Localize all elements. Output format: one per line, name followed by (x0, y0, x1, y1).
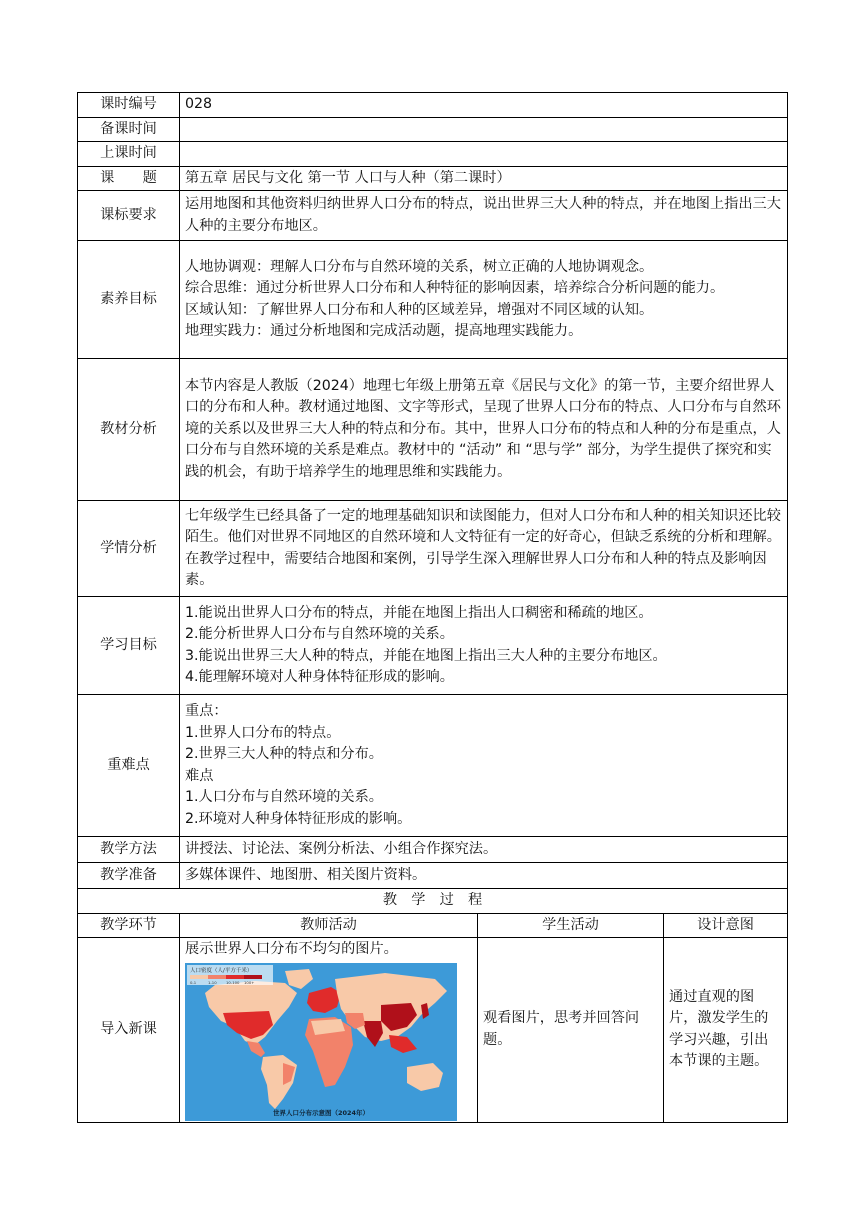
row-topic (78, 166, 788, 191)
label-literacy: 素养目标 (78, 241, 180, 359)
row-process-title (78, 889, 788, 914)
row-class-time (78, 142, 788, 167)
literacy-line: 地理实践力：通过分析地图和完成活动题，提高地理实践能力。 (185, 323, 583, 339)
value-standard: 运用地图和其他资料归纳世界人口分布的特点，说出世界三大人种的特点，并在地图上指出三大人种的主要分布地区。 (180, 191, 788, 241)
legend-tick-4: 100+ (244, 979, 255, 985)
legend-tick-1: 0-1 (190, 979, 197, 985)
row-textbook (78, 359, 788, 501)
process-row-intro (78, 938, 788, 1123)
header-stage: 教学环节 (78, 913, 180, 938)
world-population-map (185, 961, 472, 1121)
legend-swatch-3 (226, 975, 244, 979)
label-students: 学情分析 (78, 501, 180, 597)
row-students (78, 501, 788, 597)
label-methods: 教学方法 (78, 837, 180, 863)
row-objectives (78, 597, 788, 695)
legend-tick-2: 1-10 (208, 979, 217, 985)
label-topic: 课 题 (78, 166, 180, 191)
value-topic: 第五章 居民与文化 第一节 人口与人种（第二课时） (180, 166, 788, 191)
objective-line: 1.能说出世界人口分布的特点，并能在地图上指出人口稠密和稀疏的地区。 (185, 604, 653, 621)
legend-swatch-2 (208, 975, 226, 979)
header-intent: 设计意图 (664, 913, 788, 938)
label-lesson-no: 课时编号 (78, 93, 180, 118)
key-point-line: 难点 (185, 767, 214, 784)
objective-line: 3.能说出世界三大人种的特点，并能在地图上指出三大人种的主要分布地区。 (185, 647, 667, 664)
value-methods: 讲授法、讨论法、案例分析法、小组合作探究法。 (180, 837, 788, 863)
row-prep (78, 863, 788, 889)
key-point-line: 2.环境对人种身体特征形成的影响。 (185, 810, 412, 827)
label-class-time: 上课时间 (78, 142, 180, 167)
teacher-activity-text: 展示世界人口分布不均匀的图片。 (185, 941, 398, 957)
legend-tick-3: 10-100 (226, 979, 240, 985)
literacy-line: 区域认知：了解世界人口分布和人种的区域差异，增强对不同区域的认知。 (185, 301, 654, 318)
legend-title: 人口密度（人/平方千米） (190, 967, 253, 974)
objective-line: 4.能理解环境对人种身体特征形成的影响。 (185, 669, 454, 685)
label-objectives: 学习目标 (78, 597, 180, 695)
header-student: 学生活动 (478, 913, 664, 938)
value-students: 七年级学生已经具备了一定的地理基础知识和读图能力，但对人口分布和人种的相关知识还比较陌生。他们对世界不同地区的自然环境和人文特征有一定的好奇心，但缺乏系统的分析和理解。在教学过程中，需要结合地图和案例，引导学生深入理解世界人口分布和人种的特点及影响因素。 (180, 501, 788, 597)
row-standard (78, 191, 788, 241)
legend-swatch-4 (244, 975, 262, 979)
key-point-line: 重点： (185, 703, 228, 719)
label-prep-time: 备课时间 (78, 117, 180, 142)
label-textbook: 教材分析 (78, 359, 180, 501)
value-key-points (180, 695, 788, 837)
population-map-figure (185, 963, 457, 1121)
row-lesson-no (78, 93, 788, 118)
teacher-activity-intro (180, 938, 478, 1123)
header-teacher: 教师活动 (180, 913, 478, 938)
row-methods (78, 837, 788, 863)
value-literacy (180, 241, 788, 359)
row-key-points (78, 695, 788, 837)
literacy-line: 人地协调观：理解人口分布与自然环境的关系，树立正确的人地协调观念。 (185, 258, 654, 275)
value-prep-time (180, 117, 788, 142)
design-intent-intro: 通过直观的图片，激发学生的学习兴趣，引出本节课的主题。 (664, 938, 788, 1123)
legend-swatch-1 (190, 975, 208, 979)
student-activity-intro: 观看图片，思考并回答问题。 (478, 938, 664, 1123)
map-caption: 世界人口分布示意图（2024年） (272, 1108, 370, 1117)
value-textbook: 本节内容是人教版（2024）地理七年级上册第五章《居民与文化》的第一节，主要介绍世界人口的分布和人种。教材通过地图、文字等形式，呈现了世界人口分布的特点、人口分布与自然环境的关系以及世界三大人种的特点和分布。其中，世界人口分布的特点和人种的分布是重点，人口分布与自然环境的关系是难点。教材中的 “活动” 和 “思与学” 部分，为学生提供了探究和实践的机会，有助于培养学生的地理思维和实践能力。 (180, 359, 788, 501)
value-objectives (180, 597, 788, 695)
objective-line: 2.能分析世界人口分布与自然环境的关系。 (185, 626, 454, 642)
lesson-plan-table (77, 92, 788, 1123)
label-standard: 课标要求 (78, 191, 180, 241)
process-title: 教 学 过 程 (78, 889, 788, 914)
row-literacy (78, 241, 788, 359)
label-key-points: 重难点 (78, 695, 180, 837)
row-prep-time (78, 117, 788, 142)
value-prep: 多媒体课件、地图册、相关图片资料。 (180, 863, 788, 889)
row-process-headers (78, 913, 788, 938)
stage-intro: 导入新课 (78, 938, 180, 1123)
key-point-line: 2.世界三大人种的特点和分布。 (185, 746, 383, 762)
value-class-time (180, 142, 788, 167)
key-point-line: 1.人口分布与自然环境的关系。 (185, 789, 383, 805)
literacy-line: 综合思维：通过分析世界人口分布和人种特征的影响因素，培养综合分析问题的能力。 (185, 280, 725, 296)
label-prep: 教学准备 (78, 863, 180, 889)
value-lesson-no: 028 (180, 93, 788, 118)
key-point-line: 1.世界人口分布的特点。 (185, 724, 341, 741)
